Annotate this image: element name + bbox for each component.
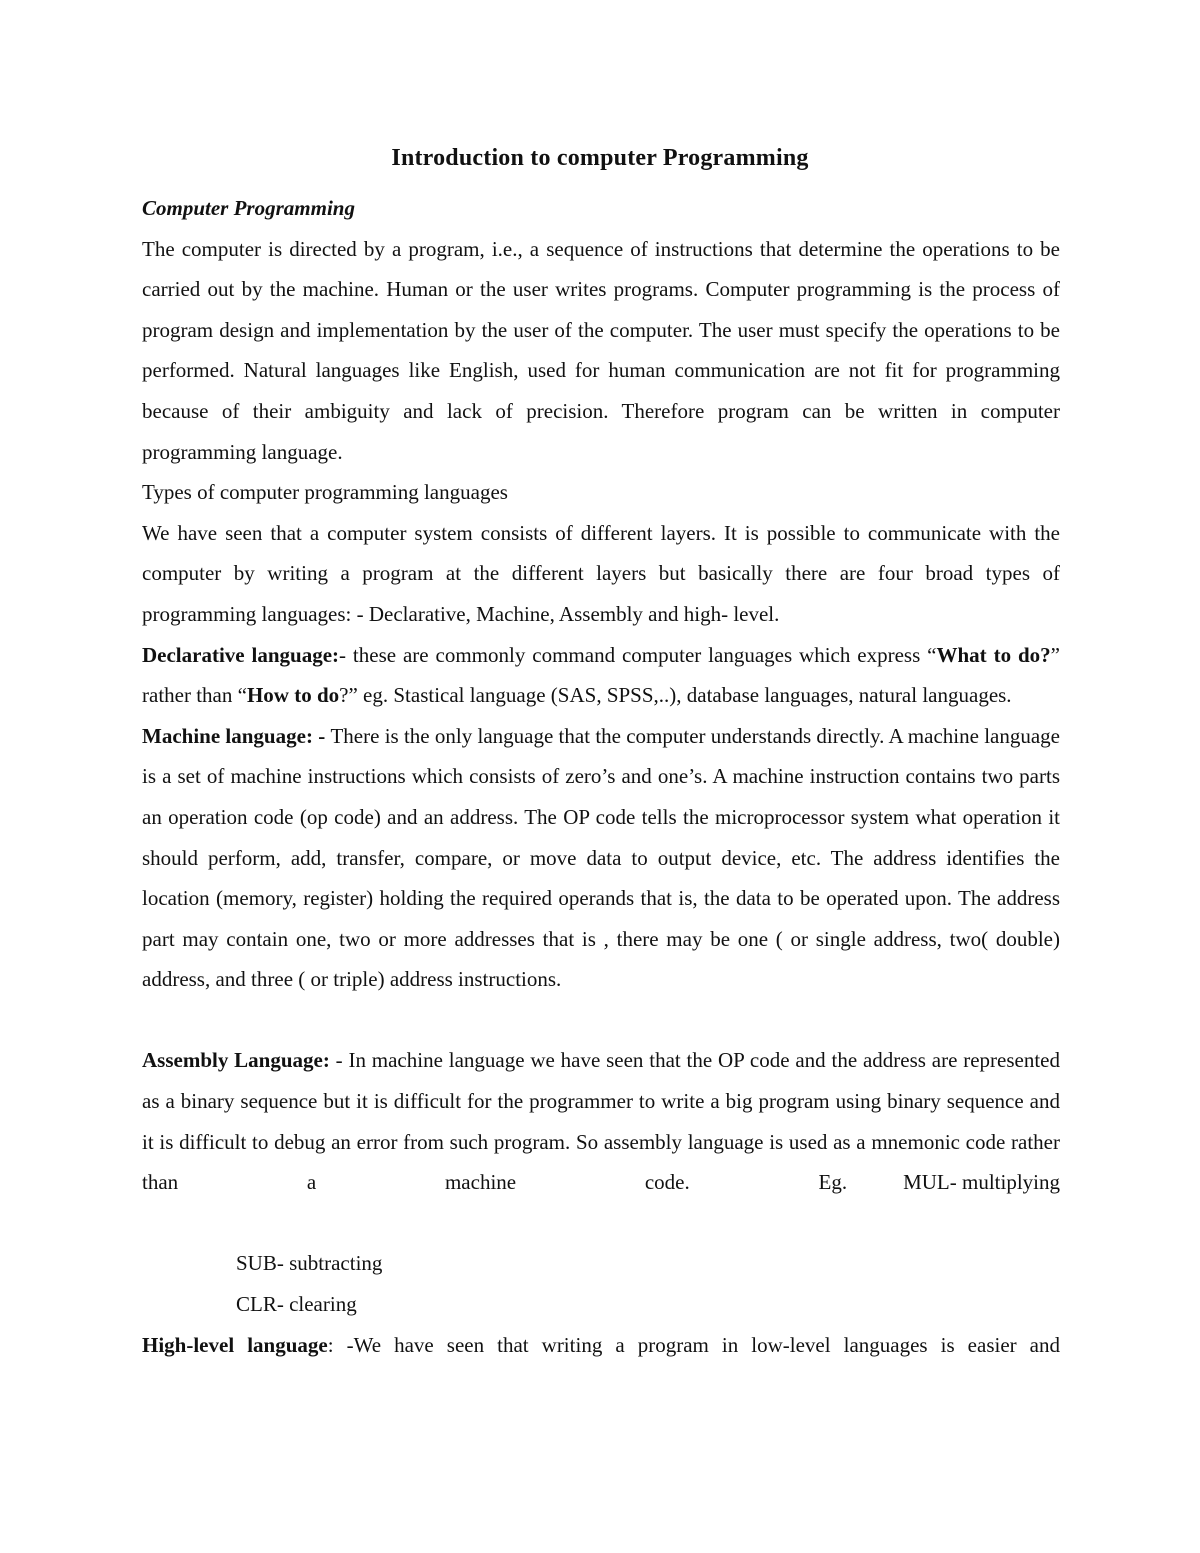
machine-label: Machine language [142, 723, 306, 748]
machine-sep: : - [305, 723, 331, 748]
declarative-how: How to do [246, 683, 340, 708]
section-subheading: Computer Programming [142, 196, 355, 220]
highlevel-paragraph [142, 1325, 1060, 1406]
declarative-what: What to do? [936, 642, 1051, 667]
mnemonic-sub: SUB- subtracting [236, 1251, 383, 1276]
assembly-text: - In machine language we have seen that the OP code and the address are represented as a binary sequence but it is difficult for the programmer to write a big program using binary sequence and it is difficult to debug an error from such program. So assembly language is used as a mnemonic code rather than a machine code. Eg. [142, 1048, 1060, 1195]
document-body [142, 188, 1060, 1406]
highlevel-label: High-level language [142, 1332, 328, 1357]
declarative-paragraph [142, 635, 1060, 716]
machine-paragraph [142, 716, 1060, 1000]
machine-text: There is the only language that the computer understands directly. A machine language is a set of machine instructions which consists of zero’s and one’s. A machine instruction contains two parts an operation code (op code) and an address. The OP code tells the microprocessor system what operation it should perform, add, transfer, compare, or move data to output device, etc. The address identifies the location (memory, register) holding the required operands that is, the data to be operated upon. The address part may contain one, two or more addresses that is , there may be one ( or single address, two( double) address, and three ( or triple) address instructions. [142, 723, 1060, 992]
assembly-label: Assembly Language: [142, 1048, 330, 1073]
declarative-text-1: - these are commonly command computer languages which express “ [339, 642, 937, 667]
declarative-text-2: ” rather than “ [142, 642, 1060, 708]
types-heading: Types of computer programming languages [142, 480, 508, 505]
declarative-text-3: ?” eg. Stastical language (SAS, SPSS,..), database languages, natural languages. [339, 683, 1012, 708]
blank-line [142, 1000, 1060, 1041]
highlevel-text: : -We have seen that writing a program in low-level languages is easier and [327, 1332, 1060, 1357]
types-paragraph: We have seen that a computer system consists of different layers. It is possible to communicate with the computer by writing a program at the different layers but basically there are four broad types of programming languages: - Declarative, Machine, Assembly and high- level. [142, 520, 1060, 626]
mnemonic-mul: MUL- multiplying [903, 1170, 1060, 1195]
assembly-paragraph [142, 1040, 1060, 1243]
document-title: Introduction to computer Programming [391, 145, 809, 171]
intro-paragraph: The computer is directed by a program, i.e., a sequence of instructions that determine the operations to be carried out by the machine. Human or the user writes programs. Computer programming is the process of program design and implementation by the user of the computer. The user must specify the operations to be performed. Natural languages like English, used for human communication are not fit for programming because of their ambiguity and lack of precision. Therefore program can be written in computer programming language. [142, 236, 1060, 464]
declarative-label: Declarative language: [142, 642, 340, 667]
mnemonic-clr: CLR- clearing [236, 1292, 357, 1317]
